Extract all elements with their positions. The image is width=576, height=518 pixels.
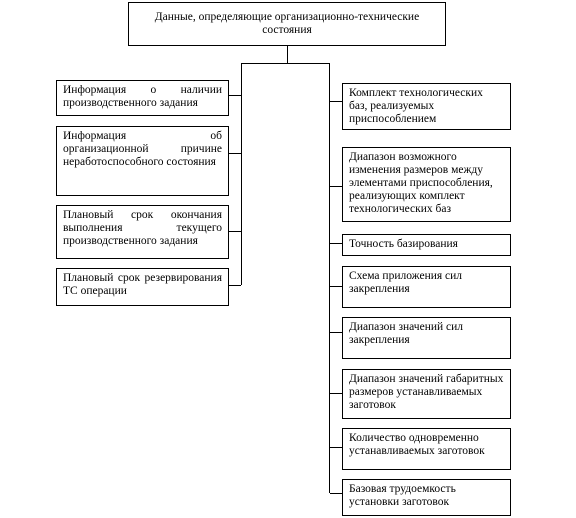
right-node-simultaneous-workpieces-count bbox=[342, 428, 511, 470]
left-node-label: Плановый срок окончания выполнения текущего производственного задания bbox=[63, 209, 222, 247]
root-node bbox=[128, 2, 446, 46]
right-node-label: Базовая трудоемкость установки заготовок bbox=[349, 483, 456, 508]
left-node-organizational-cause-info bbox=[56, 126, 229, 196]
left-node-planned-reservation-date bbox=[56, 268, 229, 306]
left-node-planned-completion-date bbox=[56, 205, 229, 259]
right-node-label: Количество одновременно устанавливаемых заготовок bbox=[349, 432, 485, 457]
left-node-production-task-info bbox=[56, 80, 229, 116]
right-node-label: Диапазон значений сил закрепления bbox=[349, 321, 464, 346]
right-node-basing-accuracy bbox=[342, 234, 511, 256]
right-node-clamping-force-scheme bbox=[342, 266, 511, 308]
right-node-label: Комплект технологических баз, реализуемых приспособлением bbox=[349, 87, 483, 125]
right-node-clamping-force-range bbox=[342, 317, 511, 359]
right-node-label: Диапазон значений габаритных размеров устанавливаемых заготовок bbox=[349, 373, 504, 411]
root-node-label: Данные, определяющие организационно-технические состояния bbox=[154, 11, 420, 36]
right-node-workpiece-size-range bbox=[342, 369, 511, 419]
right-node-label: Диапазон возможного изменения размеров между элементами приспособления, реализующих комплект технологических баз bbox=[349, 151, 493, 215]
left-node-label: Информация о наличии производственного задания bbox=[63, 84, 222, 109]
left-node-label: Плановый срок резервирования ТС операции bbox=[63, 272, 222, 297]
right-node-base-labor-intensity bbox=[342, 479, 511, 516]
left-node-label: Информация об организационной причине неработоспособного состояния bbox=[63, 130, 222, 168]
right-node-technological-bases-set bbox=[342, 83, 511, 130]
right-node-size-change-range bbox=[342, 147, 511, 222]
right-node-label: Схема приложения сил закрепления bbox=[349, 270, 463, 295]
right-node-label: Точность базирования bbox=[349, 238, 458, 250]
